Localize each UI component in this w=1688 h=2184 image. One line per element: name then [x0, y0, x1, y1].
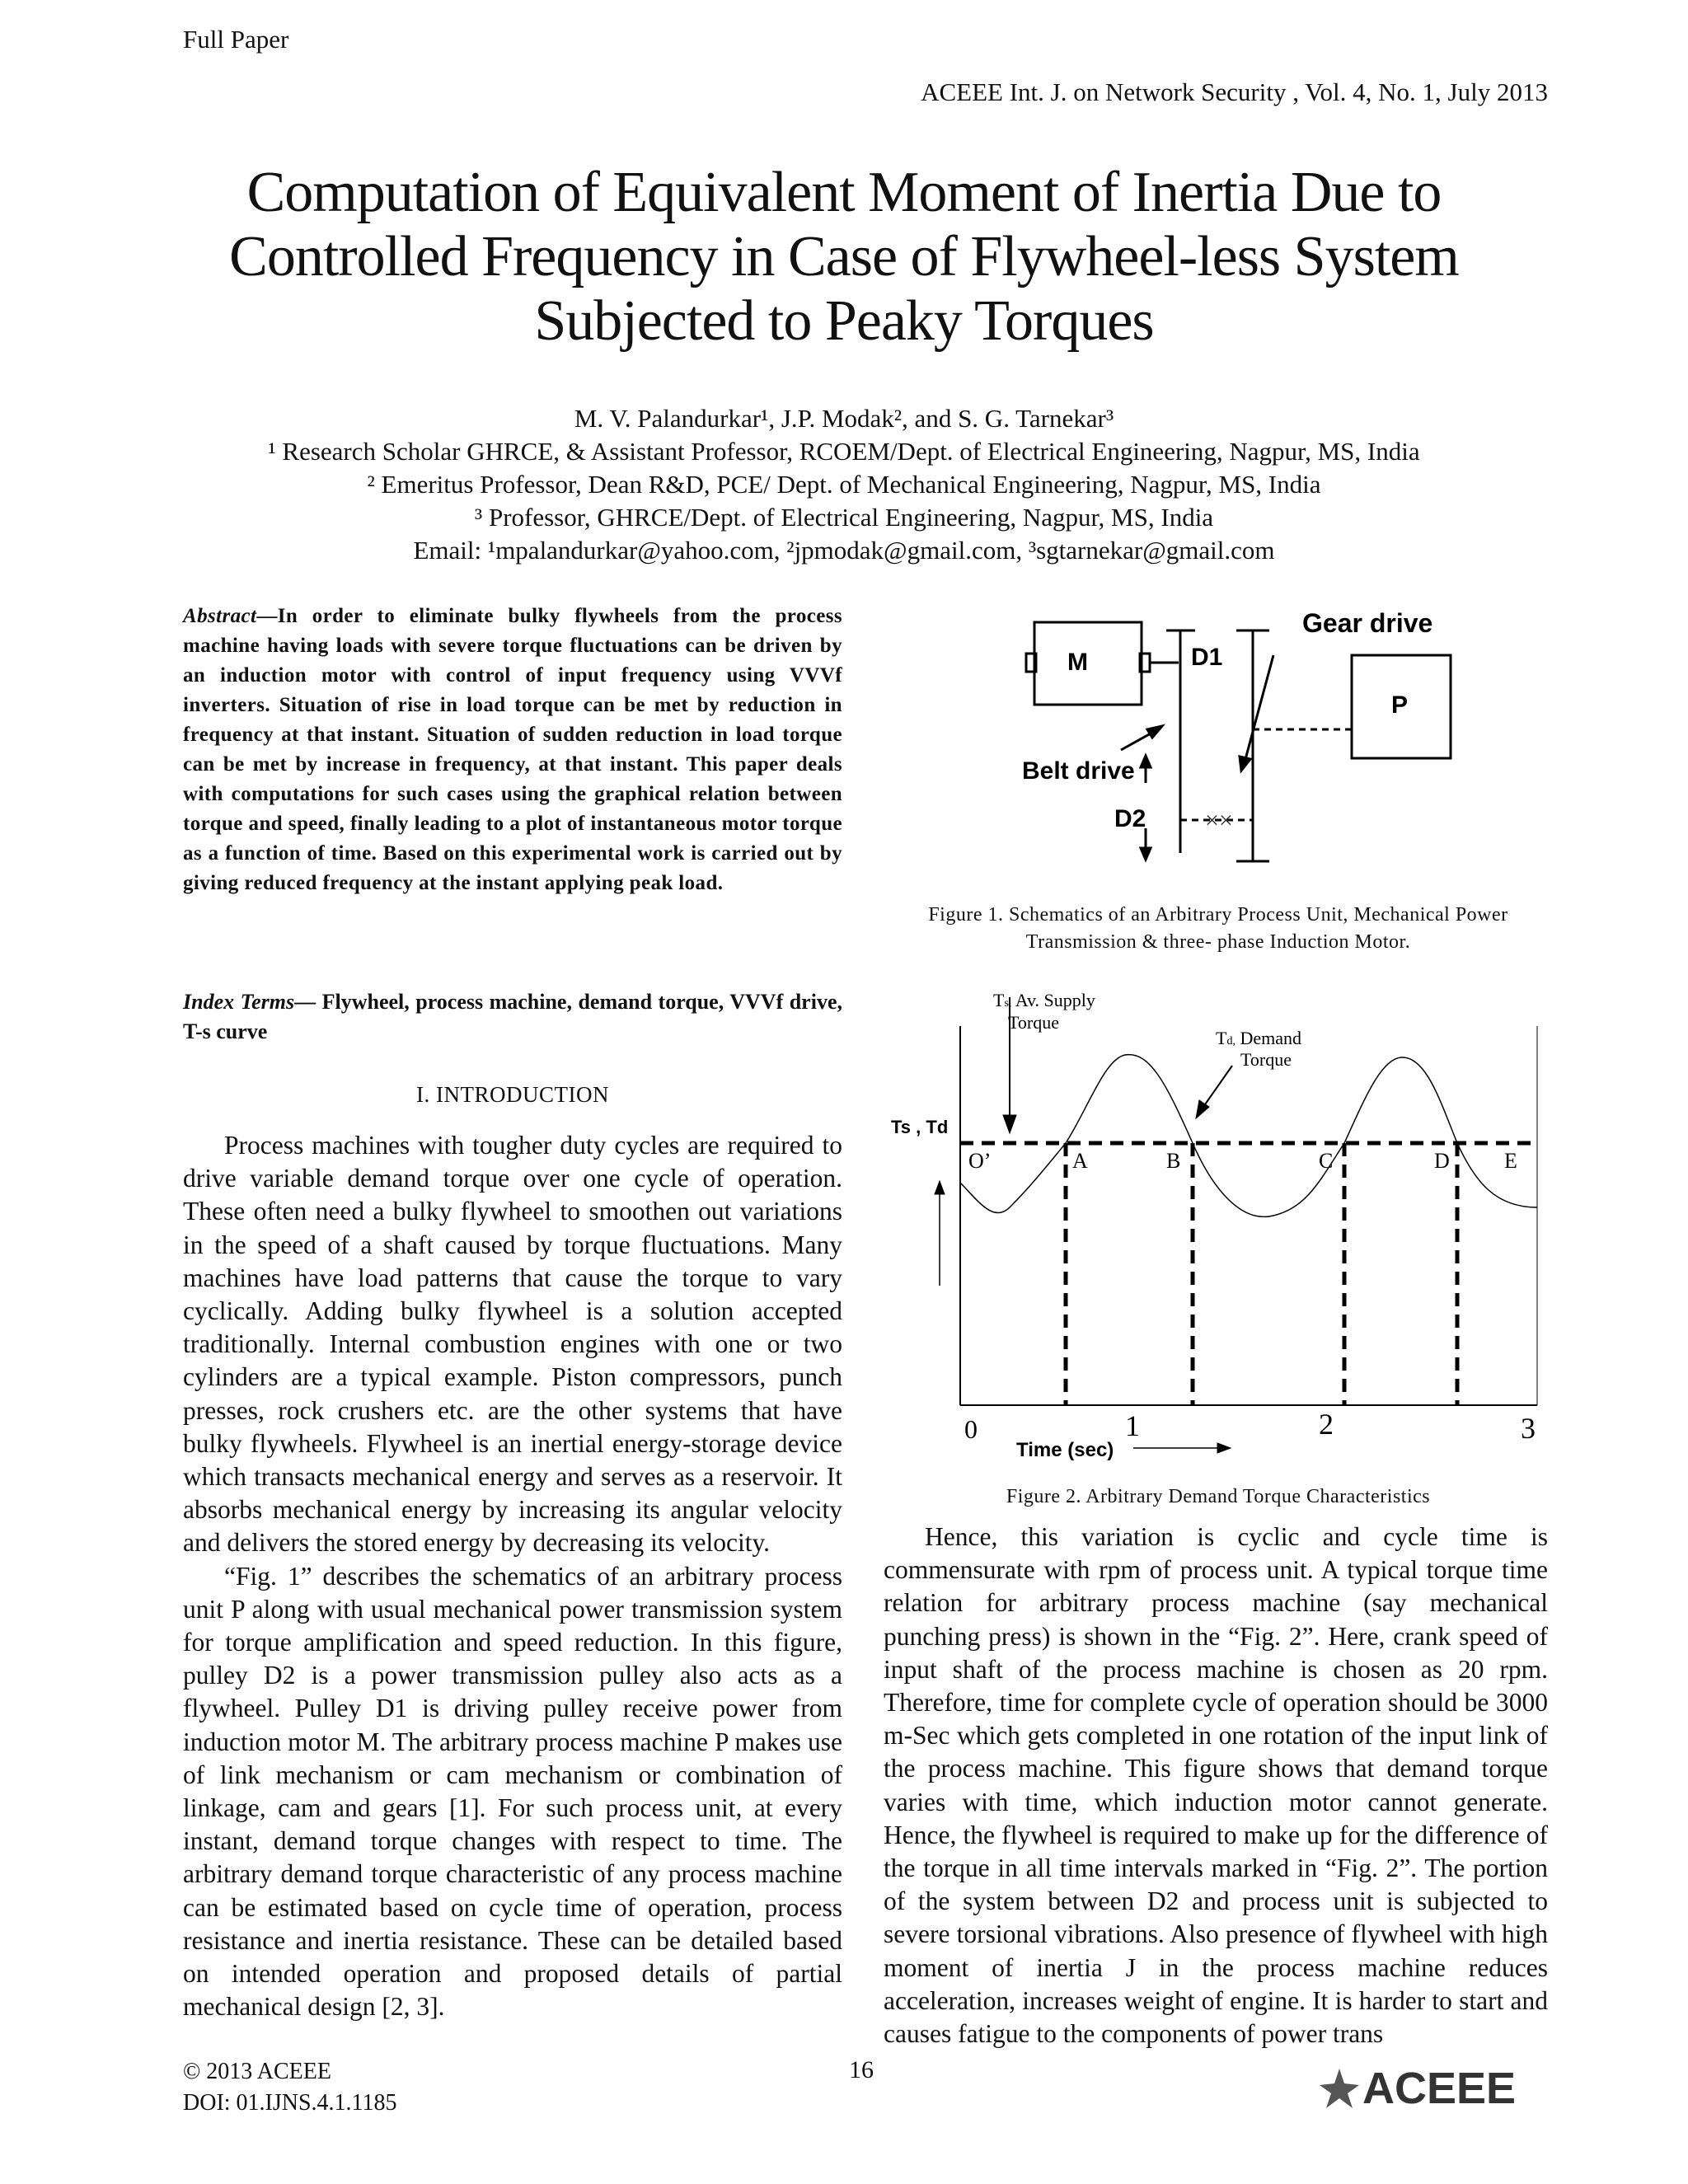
journal-section-label: Full Paper — [183, 25, 289, 54]
point-e: E — [1504, 1149, 1517, 1173]
page-number: 16 — [849, 2056, 874, 2083]
tick-3: 3 — [1521, 1412, 1536, 1445]
process-label: P — [1391, 691, 1409, 719]
author-emails: Email: ¹mpalandurkar@yahoo.com, ²jpmodak@gmail.com, ³sgtarnekar@gmail.com — [413, 536, 1275, 565]
section-heading: I. INTRODUCTION — [416, 1082, 609, 1107]
ts-annotation: Ts, Av. Supply — [993, 990, 1095, 1010]
logo-text: ACEEE — [1362, 2064, 1517, 2111]
star-icon — [1320, 2069, 1359, 2108]
gear-drive-label: Gear drive — [1302, 608, 1433, 638]
aceee-logo — [1315, 2062, 1554, 2111]
doi: DOI: 01.IJNS.4.1.1185 — [183, 2090, 397, 2116]
intro-paragraph-1: Process machines with tougher duty cycles are required to drive variable demand torque over one cycle of operation. These often need a bulky flywheel to smoothen out variations in the speed of a shaft caused by torque fluctuations. Many machines have load patterns that cause the torque to vary cyclically. Adding bulky flywheel is a solution accepted traditionally. Internal combustion engines with one or two cylinders are a typical example. Piston compressors, punch presses, rock crushers etc. are the other systems that have bulky flywheels. Flywheel is an inertial energy-storage device which transacts mechanical energy and serves as a reservoir. It absorbs mechanical energy by increasing its angular velocity and delivers the stored energy by decreasing its velocity. — [183, 1131, 842, 1558]
td-annotation: Td, Demand — [1216, 1028, 1301, 1048]
introduction-text — [183, 1129, 842, 2023]
motor-label: M — [1067, 649, 1088, 676]
cross-marks: ×× — [1205, 807, 1233, 834]
title-line-1: Computation of Equivalent Moment of Inertia Due to — [246, 161, 1442, 224]
point-a: A — [1072, 1149, 1088, 1173]
point-o: O’ — [968, 1149, 992, 1173]
affiliation-3: ³ Professor, GHRCE/Dept. of Electrical Engineering, Nagpur, MS, India — [474, 503, 1214, 532]
figure-1-schematic — [1022, 606, 1484, 886]
point-b: B — [1166, 1149, 1181, 1173]
index-terms-text: — Flywheel, process machine, demand torque, VVVf drive, T-s curve — [183, 990, 842, 1043]
point-d: D — [1434, 1149, 1450, 1173]
y-axis-label: Ts , Td — [891, 1117, 949, 1137]
index-terms-label: Index Terms — [183, 990, 295, 1014]
affiliation-2: ² Emeritus Professor, Dean R&D, PCE/ Dept. of Mechanical Engineering, Nagpur, MS, India — [367, 470, 1321, 499]
d2-label: D2 — [1114, 805, 1146, 832]
paper-title — [124, 161, 1564, 354]
tick-2: 2 — [1319, 1408, 1334, 1441]
title-line-2: Controlled Frequency in Case of Flywheel-less System — [229, 225, 1459, 288]
right-paragraph-1: Hence, this variation is cyclic and cycle time is commensurate with rpm of process unit. A typical torque time relation for arbitrary process machine (say mechanical punching press) is shown in the “Fig. 2”. Here, crank speed of input shaft of the process machine is chosen as 20 rpm. Therefore, time for complete cycle of operation should be 3000 m-Sec which gets completed in one rotation of the input link of the process machine. This figure shows that demand torque varies with time, which induction motor cannot generate. Hence, the flywheel is required to make up for the difference of the torque in all time intervals marked in “Fig. 2”. The portion of the system between D2 and process unit is subjected to severe torsional vibrations. Also presence of flywheel with high moment of inertia J in the process machine reduces acceleration, increases weight of engine. It is harder to start and causes fatigue to the components of power trans — [884, 1522, 1548, 2049]
figure-1-caption: Figure 1. Schematics of an Arbitrary Process Unit, Mechanical Power Transmission & three- phase Induction Motor. — [928, 904, 1508, 953]
index-terms — [183, 987, 842, 1047]
abstract-text: —In order to eliminate bulky flywheels from the process machine having loads with severe torque fluctuations can be driven by an induction motor with control of input frequency using VVVf inverters. Situation of rise in load torque can be met by reduction in frequency at that instant. Situation of sudden reduction in load torque can be met by increase in frequency, at that instant. This paper deals with computations for such cases using the graphical relation between torque and speed, finally leading to a plot of instantaneous motor torque as a function of time. Based on this experimental work is carried out by giving reduced frequency at the instant applying peak load. — [183, 605, 842, 894]
x-axis-label: Time (sec) — [1016, 1439, 1114, 1461]
intro-paragraph-2: “Fig. 1” describes the schematics of an arbitrary process unit P along with usual mechanical power transmission system for torque amplification and speed reduction. In this figure, pulley D2 is a power transmission pulley also acts as a flywheel. Pulley D1 is driving pulley receive power from induction motor M. The arbitrary process machine P makes use of link mechanism or cam mechanism or combination of linkage, cam and gears [1]. For such process unit, at every instant, demand torque changes with respect to time. The arbitrary demand torque characteristic of any process machine can be estimated based on cycle time of operation, process resistance and inertia resistance. These can be detailed based on intended operation and proposed details of partial mechanical design [2, 3]. — [183, 1561, 842, 2022]
journal-citation: ACEEE Int. J. on Network Security , Vol. 4, No. 1, July 2013 — [921, 77, 1548, 106]
figure-2-caption: Figure 2. Arbitrary Demand Torque Characteristics — [1006, 1486, 1431, 1507]
tick-1: 1 — [1125, 1409, 1140, 1442]
ts-annotation-line2: Torque — [1008, 1012, 1059, 1033]
td-annotation-line2: Torque — [1240, 1049, 1292, 1070]
d1-label: D1 — [1191, 644, 1223, 671]
author-names: M. V. Palandurkar¹, J.P. Modak², and S. G. Tarnekar³ — [574, 404, 1114, 433]
copyright: © 2013 ACEEE — [183, 2059, 331, 2084]
title-line-3: Subjected to Peaky Torques — [534, 289, 1154, 353]
point-c: C — [1319, 1149, 1334, 1173]
abstract — [183, 602, 842, 898]
abstract-label: Abstract — [183, 605, 257, 627]
figure-2-torque-plot — [886, 977, 1545, 1471]
footer-left — [183, 2056, 397, 2119]
right-column-text — [884, 1521, 1548, 2050]
demand-torque-curve — [960, 1055, 1537, 1217]
belt-drive-label: Belt drive — [1022, 757, 1135, 785]
motor-box — [1034, 622, 1142, 705]
tick-0: 0 — [964, 1414, 978, 1444]
affiliation-1: ¹ Research Scholar GHRCE, & Assistant Professor, RCOEM/Dept. of Electrical Engineering, Nagpur, MS, India — [268, 437, 1420, 466]
author-block — [124, 402, 1564, 567]
